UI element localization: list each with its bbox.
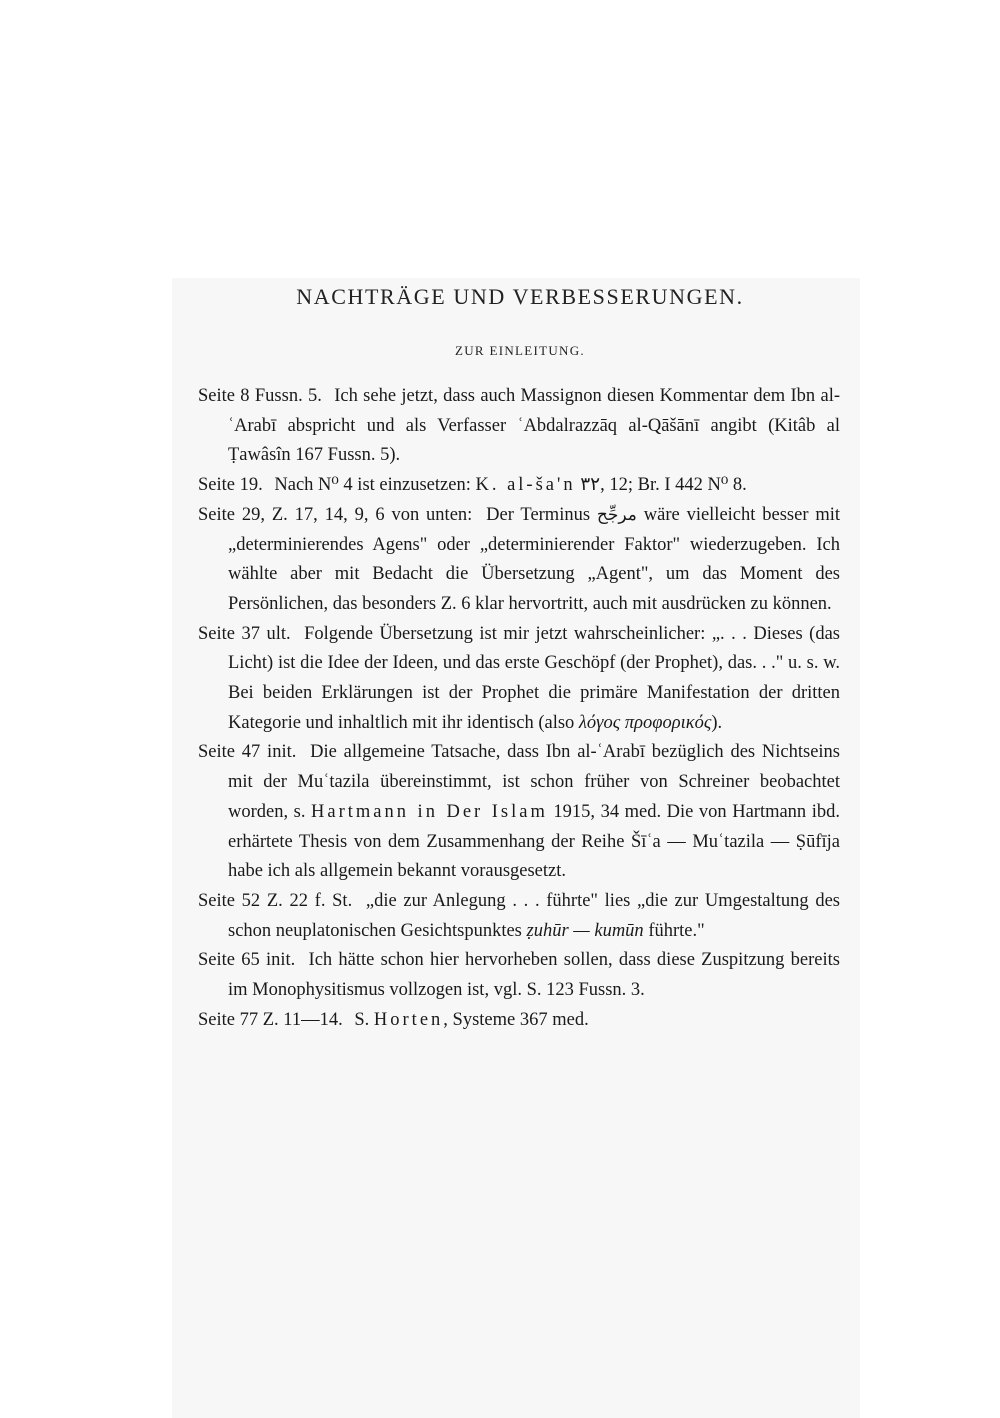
entry-text: „die zur Anlegung . . . führte" lies „die zur Umgestaltung des schon neuplatonischen Gesichtspunktes — [228, 890, 840, 941]
entry-text: S. — [354, 1009, 370, 1030]
spaced-author: Horten — [373, 1009, 444, 1030]
correction-entry — [198, 738, 840, 887]
correction-entry — [198, 382, 840, 471]
arabic-term: مرجِّح — [596, 504, 637, 525]
correction-entry — [198, 1006, 840, 1036]
section-heading: ZUR EINLEITUNG. — [455, 343, 585, 358]
greek-term: λόγος προφορικός — [578, 712, 712, 733]
entry-reference: Seite 77 Z. 11—14. — [198, 1009, 343, 1030]
entry-reference: Seite 47 init. — [198, 742, 297, 763]
entry-text: Folgende Übersetzung ist mir jetzt wahrscheinlicher: „. . . Dieses (das Licht) ist die Idee der Ideen, und das erste Geschöpf (der Prophet), das. . ." u. s. w. Bei beiden Erklärungen ist der Prophet die primäre Manifestation der dritten Kategorie und inhaltlich mit ihr identisch (also — [228, 623, 840, 733]
entry-text: Die allgemeine Tatsache, dass Ibn al-ʿArabī bezüglich des Nichtseins mit der Muʿtazila übereinstimmt, ist schon früher von Schreiner beobachtet worden, s. — [228, 742, 841, 822]
entry-text: Der Terminus — [486, 504, 591, 525]
entry-reference: Seite 8 Fussn. 5. — [198, 386, 322, 406]
corrections-list — [198, 382, 840, 1035]
correction-entry — [198, 620, 840, 739]
entry-reference: Seite 65 init. — [198, 950, 296, 971]
entry-reference: Seite 52 Z. 22 f. St. — [198, 890, 353, 911]
entry-text: Ich sehe jetzt, dass auch Massignon diesen Kommentar dem Ibn al-ʿArabī abspricht und als Verfasser ʿAbdalrazzāq al-Qāšānī angibt (Kitâb al Ṭawâsîn 167 Fussn. 5). — [228, 386, 841, 466]
entry-text: Nach N⁰ 4 ist einzusetzen: — [274, 475, 471, 496]
entry-text: Ich hätte schon hier hervorheben sollen, dass diese Zuspitzung bereits im Monophysitismus vollzogen ist, vgl. S. 123 Fussn. 3. — [228, 950, 840, 1001]
spaced-citation: Hartmann in Der Islam — [311, 801, 548, 822]
entry-text: führte." — [648, 920, 705, 941]
italic-term: ẓuhūr — kumūn — [526, 920, 644, 941]
entry-text: 1915, 34 med. Die von Hartmann ibd. erhärtete Thesis von dem Zusammenhang der Reihe Šīʿa — Muʿtazila — Ṣūfīja habe ich als allgemein bekannt vorausgesetzt. — [228, 801, 840, 882]
entry-text: ). — [711, 712, 723, 733]
entry-reference: Seite 19. — [198, 475, 263, 496]
page-title: NACHTRÄGE UND VERBESSERUNGEN. — [296, 284, 744, 309]
correction-entry — [198, 946, 840, 1005]
entry-text: wäre vielleicht besser mit „determinierendes Agens" oder „determinierender Faktor" wiederzugeben. Ich wählte aber mit Bedacht die Übersetzung „Agent", um das Moment des Persönlichen, das besonders Z. 6 klar hervortritt, auch mit ausdrücken zu können. — [228, 504, 841, 614]
entry-text: ٣٢, 12; Br. I 442 N⁰ 8. — [580, 475, 747, 496]
entry-text: , Systeme 367 med. — [443, 1009, 589, 1030]
correction-entry — [198, 501, 840, 620]
entry-reference: Seite 29, Z. 17, 14, 9, 6 von unten: — [198, 504, 473, 525]
entry-reference: Seite 37 ult. — [198, 623, 291, 644]
spaced-title: K. al-ša'n — [475, 475, 576, 496]
correction-entry — [198, 887, 840, 946]
correction-entry — [198, 471, 840, 501]
